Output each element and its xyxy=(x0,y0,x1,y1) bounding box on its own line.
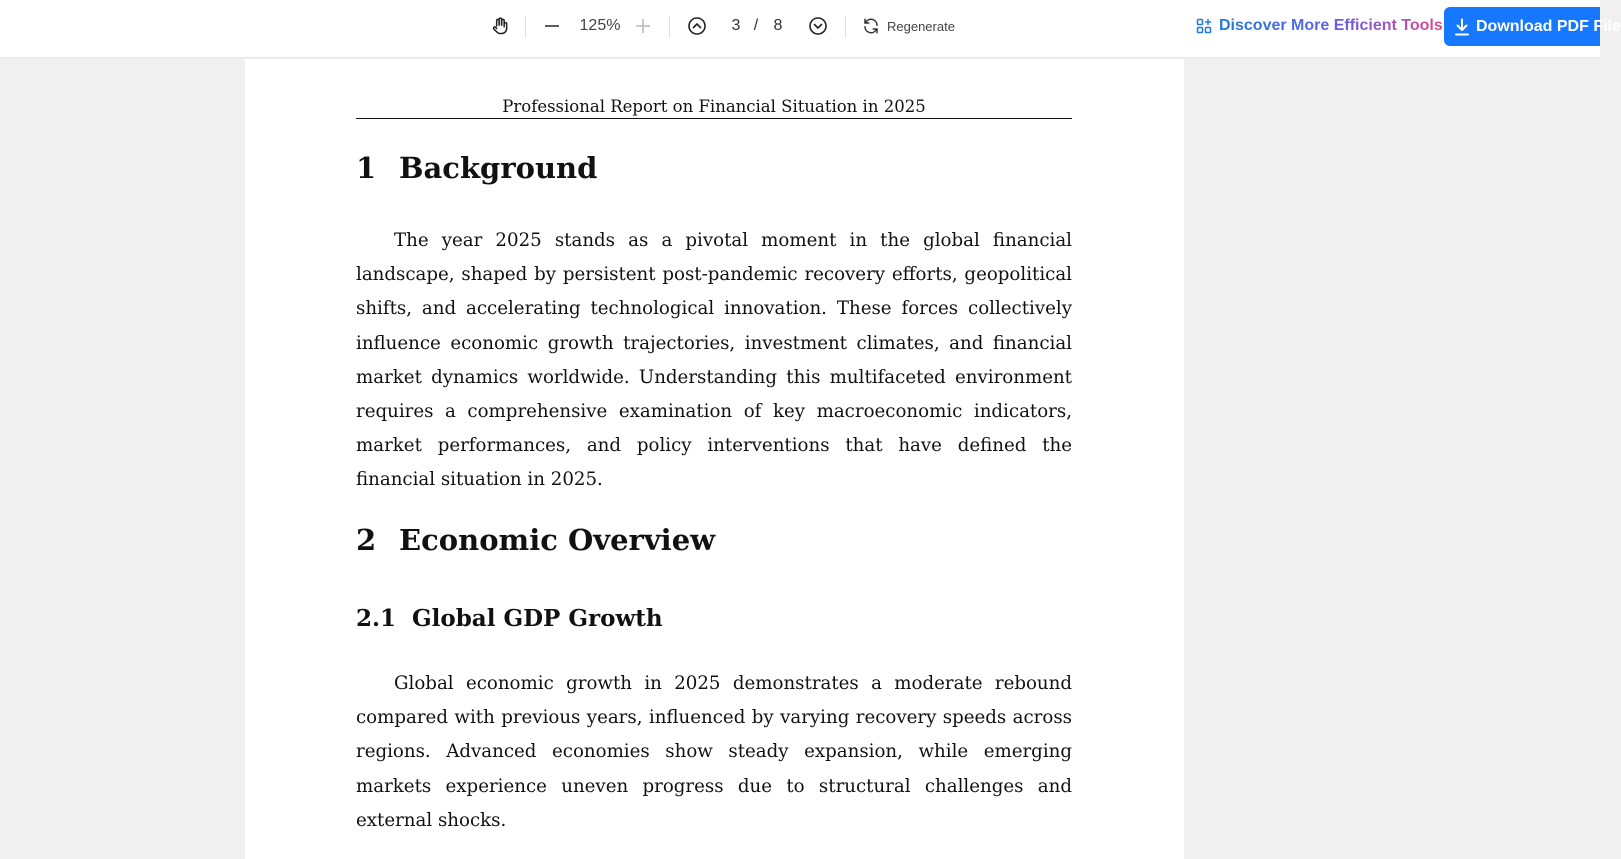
section-title: Economic Overview xyxy=(399,523,716,557)
section-title: Background xyxy=(399,151,598,185)
zoom-in-button[interactable] xyxy=(632,0,654,52)
toolbar-divider xyxy=(525,16,526,38)
zoom-level: 125% xyxy=(579,17,621,34)
page-separator: / xyxy=(753,17,759,34)
total-pages: 8 xyxy=(773,17,783,34)
discover-tools-label: Discover More Efficient Tools xyxy=(1219,17,1443,34)
regenerate-label: Regenerate xyxy=(887,18,955,34)
subsection-number: 2.1 xyxy=(356,605,397,632)
toolbar-divider xyxy=(669,16,670,38)
regenerate-icon xyxy=(862,17,880,35)
running-header: Professional Report on Financial Situation in 2025 xyxy=(356,97,1072,119)
zoom-out-button[interactable] xyxy=(541,0,563,52)
previous-page-button[interactable] xyxy=(685,0,709,52)
current-page-number[interactable]: 3 xyxy=(731,17,741,34)
paragraph-background: The year 2025 stands as a pivotal moment in the global financial landscape, shaped by persistent post-pandemic recovery efforts, geopolitical shifts, and accelerating technological innovation. These forces collectively influence economic growth trajectories, investment climates, and financial market dynamics worldwide. Understanding this multifaceted environment requires a comprehensive examination of key macroeconomic indicators, market performances, and policy interventions that have defined the financial situation in 2025. xyxy=(356,230,1072,491)
tools-grid-icon xyxy=(1196,18,1212,34)
download-pdf-button[interactable] xyxy=(1444,7,1621,46)
download-icon xyxy=(1454,18,1476,36)
hand-tool-button[interactable] xyxy=(486,0,514,52)
pdf-page xyxy=(245,59,1184,859)
next-page-button[interactable] xyxy=(806,0,830,52)
section-number: 1 xyxy=(356,151,377,185)
section-heading-economic-overview xyxy=(356,523,715,557)
toolbar-divider xyxy=(845,16,846,38)
section-number: 2 xyxy=(356,523,377,557)
section-heading-background xyxy=(356,151,597,185)
paragraph-global-gdp: Global economic growth in 2025 demonstrates a moderate rebound compared with previous years, influenced by varying recovery speeds across regions. Advanced economies show steady expansion, while emerging markets experience uneven progress due to structural challenges and external shocks. xyxy=(356,673,1072,831)
hand-icon xyxy=(490,16,510,36)
zoom-out-icon xyxy=(543,17,561,35)
subsection-heading-global-gdp xyxy=(356,605,663,632)
viewer-toolbar xyxy=(0,0,1621,58)
discover-tools-link[interactable] xyxy=(1196,0,1443,52)
page-up-icon xyxy=(687,16,707,36)
regenerate-button[interactable] xyxy=(862,0,962,52)
zoom-in-icon xyxy=(634,17,652,35)
page-down-icon xyxy=(808,16,828,36)
download-pdf-label: Download PDF File xyxy=(1476,17,1621,35)
subsection-title: Global GDP Growth xyxy=(412,605,663,632)
